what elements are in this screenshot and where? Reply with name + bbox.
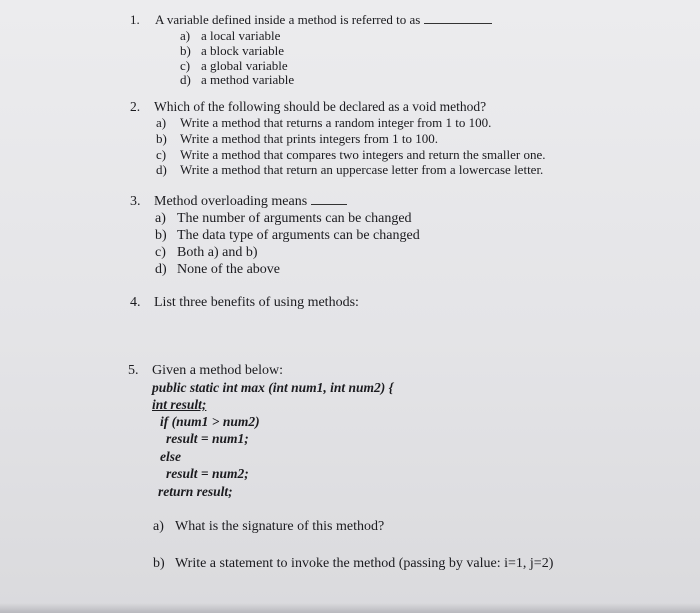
option-b: b) a block variable xyxy=(180,43,285,58)
code-line: return result; xyxy=(158,484,233,499)
code-line: if (num1 > num2) xyxy=(160,414,260,429)
option-d: d) a method variable xyxy=(180,72,295,87)
option-a: a) Write a method that returns a random integer from 1 to 100. xyxy=(156,115,492,130)
option-b: b) The data type of arguments can be changed xyxy=(155,228,420,243)
option-c: c) Both a) and b) xyxy=(155,245,258,260)
question-text: List three benefits of using methods: xyxy=(154,295,359,310)
code-line: int result; xyxy=(152,397,207,412)
option-d: d) None of the above xyxy=(155,262,281,277)
question-number: 5. xyxy=(128,363,139,378)
question-number: 1. xyxy=(130,12,140,27)
question-number: 2. xyxy=(130,99,141,114)
option-c: c) Write a method that compares two integers and return the smaller one. xyxy=(156,147,546,162)
question-text: A variable defined inside a method is referred to as xyxy=(155,12,492,28)
code-line: else xyxy=(160,449,181,464)
question-number: 4. xyxy=(130,295,141,310)
option-b: b) Write a method that prints integers from 1 to 100. xyxy=(156,131,438,146)
code-line: result = num2; xyxy=(166,466,249,481)
question-text: Given a method below: xyxy=(152,363,284,378)
option-d: d) Write a method that return an uppercase letter from a lowercase letter. xyxy=(156,162,544,177)
code-line: public static int max (int num1, int num2) { xyxy=(152,380,394,395)
option-c: c) a global variable xyxy=(180,58,288,73)
answer-blank xyxy=(311,194,347,205)
option-a: a) The number of arguments can be changed xyxy=(155,211,412,226)
question-text: Method overloading means xyxy=(154,194,347,210)
part-a: a) What is the signature of this method? xyxy=(153,519,385,534)
question-number: 3. xyxy=(130,194,141,209)
option-a: a) a local variable xyxy=(180,28,281,43)
code-line: result = num1; xyxy=(166,431,249,446)
question-text: Which of the following should be declared as a void method? xyxy=(154,99,487,114)
part-b: b) Write a statement to invoke the method (passing by value: i=1, j=2) xyxy=(153,556,554,571)
answer-blank xyxy=(424,13,492,24)
